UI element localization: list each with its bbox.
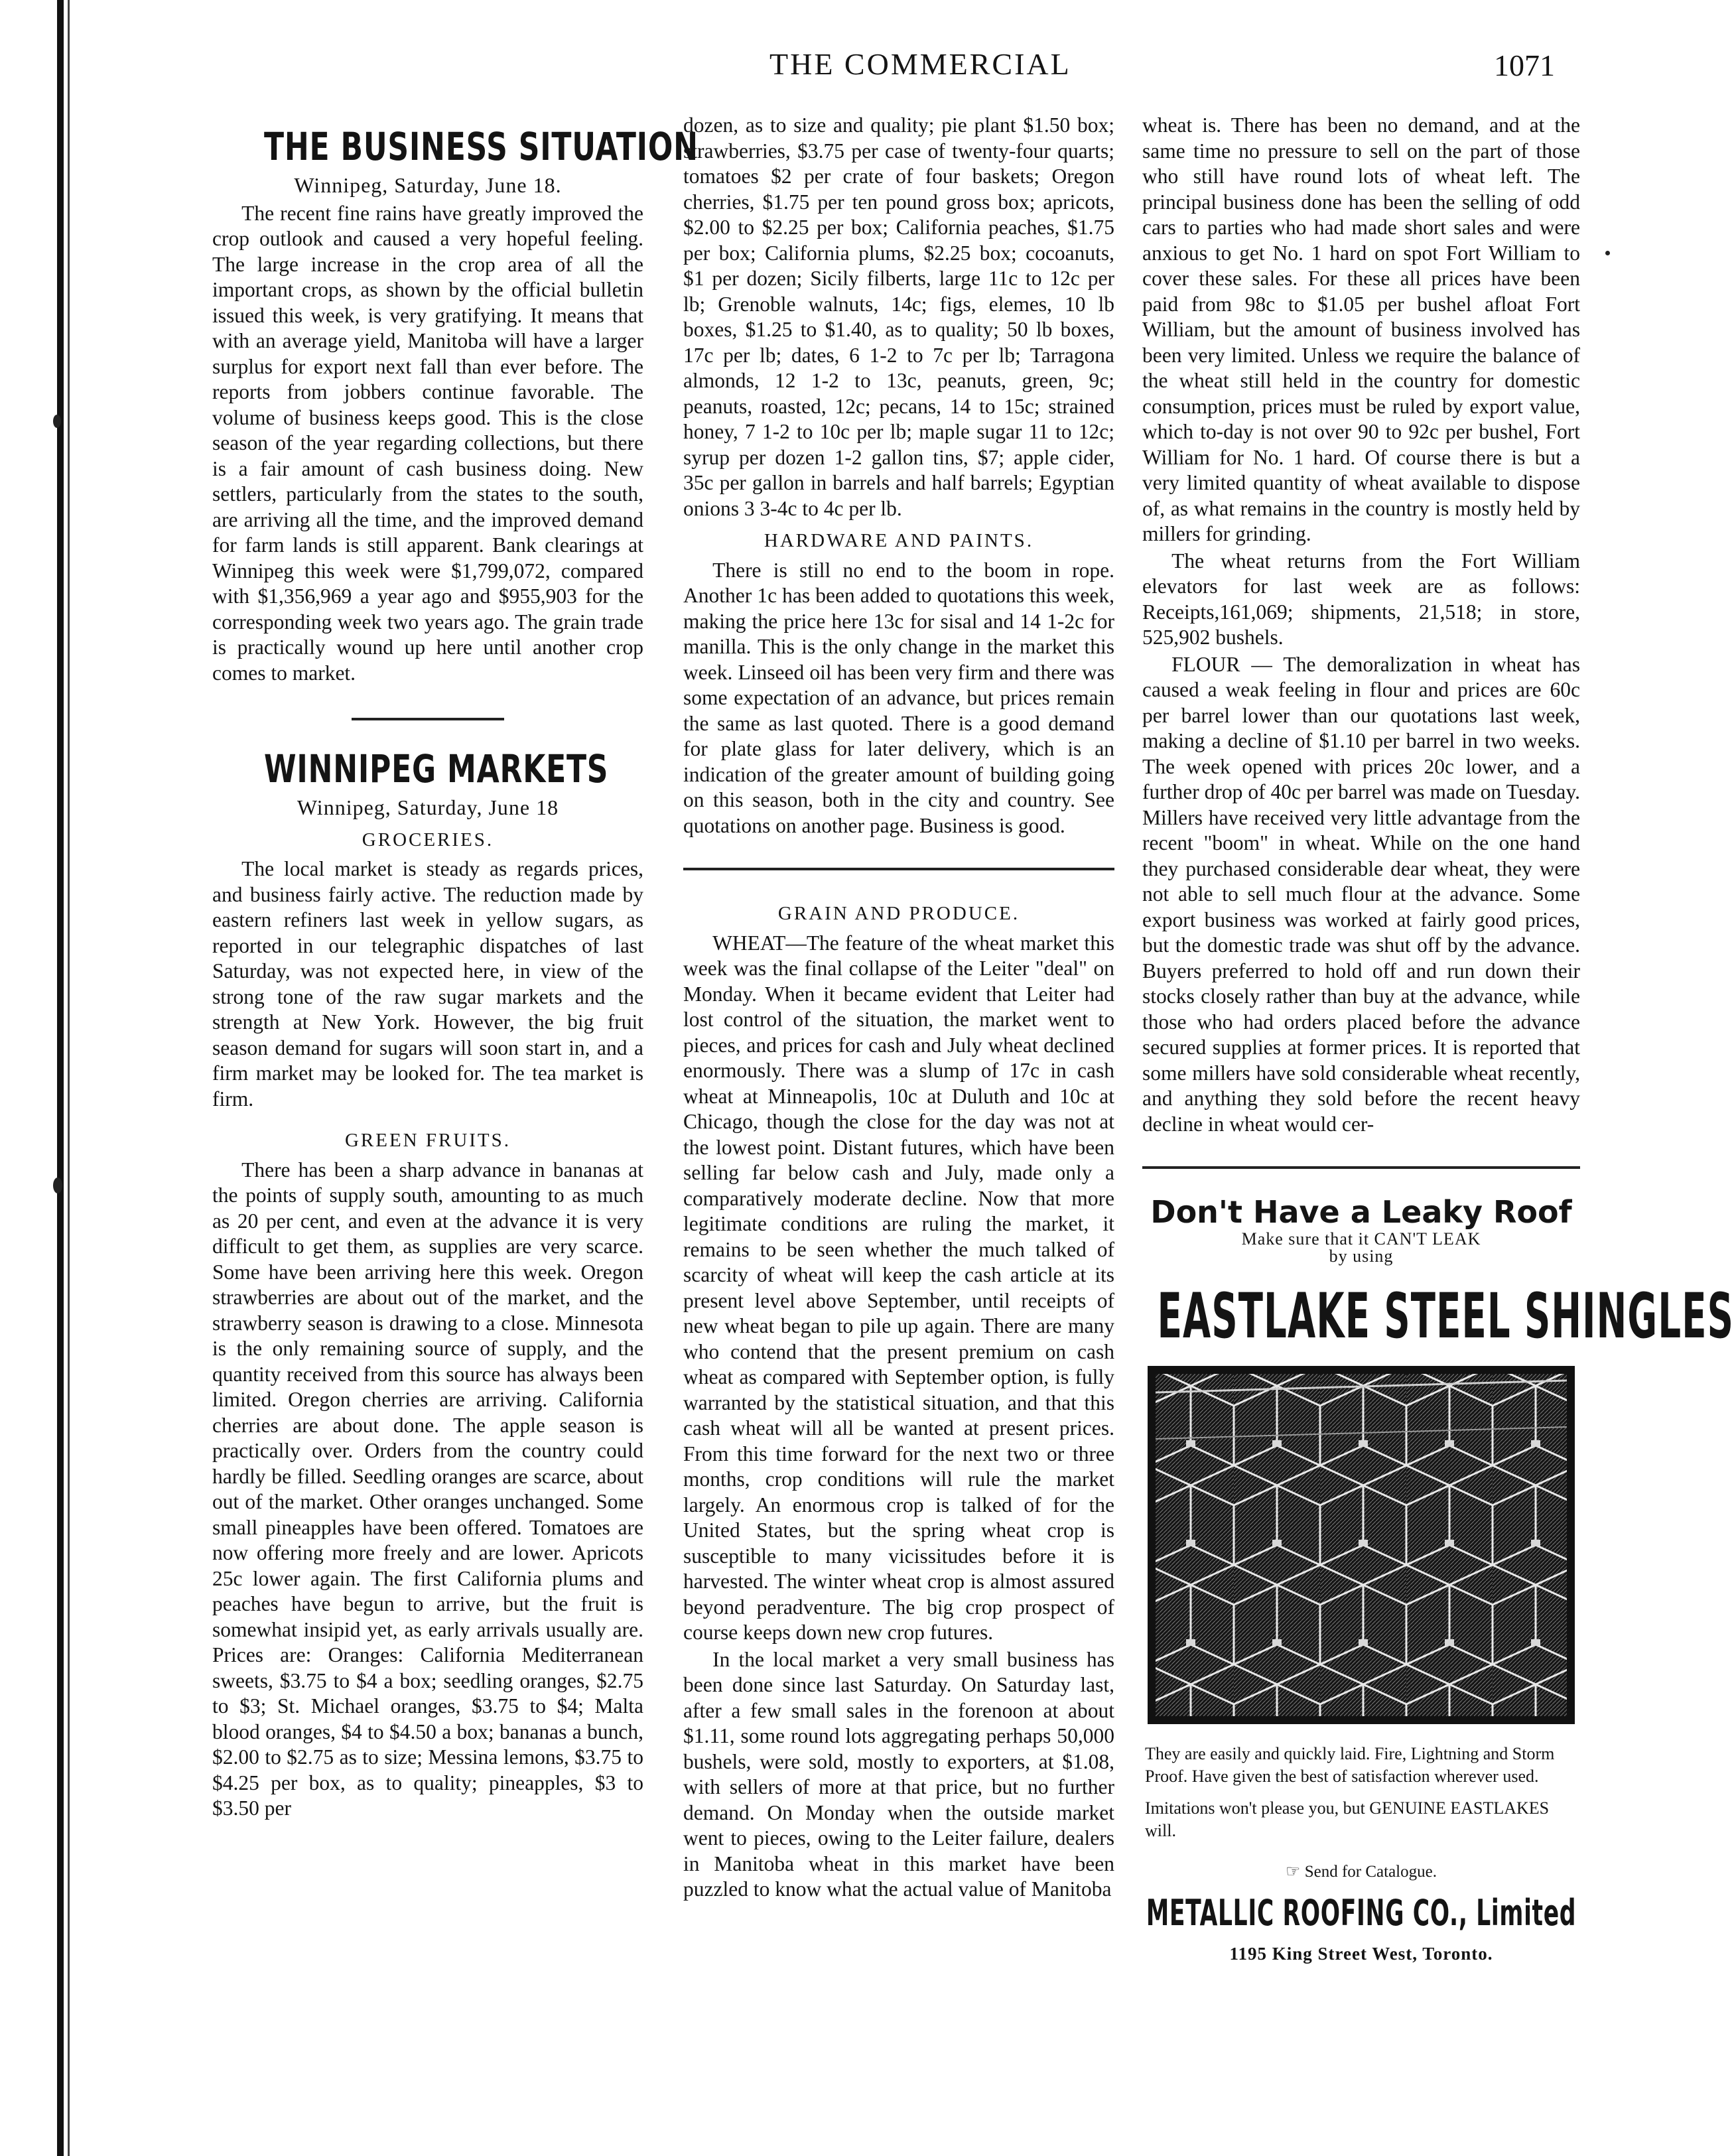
wheat-returns-paragraph: The wheat returns from the Fort William elevators for last week are as follows: Receipts,161,069; shipments, 21,518; in store, 525,902 bushels. bbox=[1142, 549, 1580, 649]
hardware-paragraph: There is still no end to the boom in rope. Another 1c has been added to quotations this week, making the price here 13c for sisal and 14 1-2c for manilla. This is the only change in the market this week. Linseed oil has been very firm and there was some expectation of an advance, but prices remain the same as last quoted. There is a good demand for plate glass for later delivery, which is an indication of the greater amount of building going on this season, both in the city and country. See quotations on another page. Business is good. bbox=[683, 558, 1114, 837]
ad-address: 1195 King Street West, Toronto. bbox=[1229, 1943, 1493, 1964]
flour-paragraph: FLOUR — The demoralization in wheat has caused a weak feeling in flour and prices are 60c per barrel lower than our quotations last week, making a decline of $1.10 per barrel in two weeks. The week opened with prices 20c lower, and a further drop of 40c per barrel was made on Tuesday. Millers have received very little advantage from the recent "boom" in wheat. While on the one hand they purchased considerable dear wheat, they were not able to sell much flour at the advance. Some export business was worked at fairly good prices, but the domestic trade was shut off by the advance. Buyers preferred to hold off and run down their stocks closely rather than buy at the advance, while those who had orders placed before the advance secured supplies at former prices. It is reported that some millers have sold considerable wheat recently, and anything they sold before the recent heavy decline in wheat would cer- bbox=[1142, 652, 1580, 1136]
page-binding bbox=[57, 0, 64, 2156]
column-1 bbox=[212, 113, 699, 2129]
section-divider bbox=[352, 718, 504, 720]
binding-mark bbox=[53, 415, 61, 428]
wheat-paragraph: WHEAT—The feature of the wheat market this week was the final collapse of the Leiter "deal" on Monday. When it became evident that Leiter had lost control of the situation, the market went to pieces, and prices for cash and July wheat declined enormously. There was a slump of 17c in cash wheat at Minneapolis, 10c at Duluth and 10c at Chicago, though the close for the day was not at the lowest point. Distant futures, which have been selling far below cash and July, made only a comparatively moderate decline. Now that more legitimate conditions are ruling the market, it remains to be seen whether the much talked of scarcity of wheat will keep the cash article at its present level above September, until receipts of new wheat began to pile up again. There are many who contend that the present premium on cash wheat as compared with September option, is fully warranted by the statistical situation, and that this cash wheat will all be wanted at present prices. From this time forward for the next two or three months, crop conditions will rule the market largely. An enormous crop is talked of for the United States, but the spring wheat crop is susceptible to many vicissitudes before it is harvested. The winter wheat crop is almost assured beyond peradventure. The big crop prospect of course keeps down new crop futures. bbox=[683, 931, 1114, 1644]
ad-description-2: Imitations won't please you, but GENUINE EASTLAKES will. bbox=[1145, 1798, 1550, 1840]
grain-subheading: GRAIN AND PRODUCE. bbox=[777, 903, 1020, 924]
page-number: 1071 bbox=[1494, 48, 1555, 82]
section-divider bbox=[683, 868, 1114, 870]
business-paragraph: The recent fine rains have greatly improved the crop outlook and caused a very hopeful feeling. The large increase in the crop area of all the important crops, as shown by the official bulletin issued this week, is very gratifying. It means that with an average yield, Manitoba will have a larger surplus for export next fall than ever before. The reports from jobbers continue favorable. The volume of business keeps good. This is the close season of the year regarding collections, but there is a fair amount of cash business doing. New settlers, particularly from the states to the south, are arriving all the time, and the improved demand for farm lands is still apparent. Bank clearings at Winnipeg this week were $1,799,072, compared with $1,356,969 a year ago and $955,903 for the corresponding week two years ago. The grain trade is practically wound up here until another crop comes to market. bbox=[212, 201, 643, 685]
publication-title: THE COMMERCIAL bbox=[769, 47, 1071, 81]
ad-send-line bbox=[1142, 1859, 1580, 1885]
winnipeg-markets-heading: WINNIPEG MARKETS bbox=[264, 746, 609, 791]
column-2 bbox=[683, 113, 1114, 2129]
business-situation-heading: THE BUSINESS SITUATION bbox=[264, 124, 699, 169]
page-header bbox=[0, 46, 1672, 86]
pointing-hand-icon: ☞ bbox=[1286, 1862, 1301, 1881]
ad-company-name: METALLIC ROOFING CO., Limited bbox=[1146, 1892, 1577, 1934]
advertisement-divider bbox=[1142, 1166, 1580, 1169]
ad-description: They are easily and quickly laid. Fire, Lightning and Storm Proof. Have given the best of satisfaction wherever used. bbox=[1145, 1743, 1555, 1786]
ad-subline-2: by using bbox=[1329, 1246, 1394, 1266]
groceries-paragraph: The local market is steady as regards prices, and business fairly active. The reduction made by eastern refiners last week in yellow sugars, as reported in our telegraphic dispatches of last Saturday, was not expected here, in view of the strong tone of the raw sugar markets and the strength at New York. However, the big fruit season demand for sugars will soon start in, and a firm market may be looked for. The tea market is firm. bbox=[212, 857, 643, 1111]
binding-mark bbox=[53, 1178, 62, 1193]
column-3 bbox=[1142, 113, 1734, 2129]
ad-brand-name: EASTLAKE STEEL SHINGLES bbox=[1157, 1280, 1734, 1353]
ad-subline: Make sure that it CAN'T LEAK bbox=[1241, 1229, 1481, 1248]
green-fruits-paragraph: There has been a sharp advance in bananas at the points of supply south, amounting to as much as 20 per cent, and even at the advance it is very difficult to get them, as supplies are very scarce. Some have been arriving here this week. Oregon strawberries are about out of the market, and the strawberry season is drawing to a close. Minnesota is the only remaining source of supply, and the quantity received from this source has always been limited. Oregon cherries are arriving. California cherries are about done. The apple season is practically over. Orders from the country could hardly be filled. Seedling oranges are scarce, about out of the market. Other oranges unchanged. Some small pineapples have been offered. Tomatoes are now offering more freely and are lower. Apricots 25c lower again. The first California plums and peaches have begun to arrive, but the fruit is somewhat insipid yet, as early arrivals usually are. Prices are: Oranges: California Mediterranean sweets, $3.75 to $4 a box; seedling oranges, $2.75 to $3; St. Michael oranges, $3.75 to $4; Malta blood oranges, $4 to $4.50 a box; bananas a bunch, $2.00 to $2.75 as to size; Messina lemons, $3.75 to $4.25 per box, as to quality; pineapples, $3 to $3.50 per bbox=[212, 1158, 643, 1820]
markets-dateline: Winnipeg, Saturday, June 18 bbox=[297, 795, 559, 819]
wheat-continued: wheat is. There has been no demand, and at the same time no pressure to sell on the part of those who still have round lots of wheat left. The principal business done has been the selling of odd cars to parties who had made short sales and were anxious to get No. 1 hard on spot Fort William to cover these sales. For these all prices have been paid from 98c to $1.05 per bushel afloat Fort William, but the amount of business involved has been very limited. Unless we require the balance of the wheat still held in the country for domestic consumption, prices must be ruled by export value, which to-day is not over 90 to 92c per bushel, Fort William for No. 1 hard. Of course there is but a very limited quantity of wheat available to dispose of, as what remains in the country is mostly held by millers for grinding. bbox=[1142, 113, 1580, 545]
green-fruits-continued: dozen, as to size and quality; pie plant $1.50 box; strawberries, $3.75 per case of twenty-four quarts; tomatoes $2 per crate of four baskets; Oregon cherries, $1.75 per ten pound gross box; apricots, $2.00 to $2.25 per box; California peaches, $1.75 per box; California plums, $2.25 box; cocoanuts, $1 per dozen; Sicily filberts, large 11c to 12c per lb; Grenoble walnuts, 14c; figs, elemes, 10 lb boxes, $1.25 to $1.40, as to quality; 50 lb boxes, 17c per lb; dates, 6 1-2 to 7c per lb; Tarragona almonds, 12 1-2 to 13c, peanuts, green, 9c; peanuts, roasted, 12c; pecans, 14 to 15c; strained honey, 7 1-2 to 10c per lb; maple sugar 11 to 12c; syrup per dozen 1-2 gallon tins, $7; apple cider, 35c per gallon in barrels and half barrels; Egyptian onions 3 3-4c to 4c per lb. bbox=[683, 113, 1114, 520]
ad-send-text: Send for Catalogue. bbox=[1304, 1862, 1437, 1881]
eastlake-advertisement bbox=[1142, 1194, 1734, 1966]
ad-headline: Don't Have a Leaky Roof bbox=[1150, 1194, 1572, 1230]
business-dateline: Winnipeg, Saturday, June 18. bbox=[294, 173, 562, 197]
shingle-roof-image bbox=[1148, 1366, 1575, 1724]
shingle-illustration bbox=[1148, 1366, 1575, 1724]
green-fruits-subheading: GREEN FRUITS. bbox=[344, 1130, 511, 1151]
groceries-subheading: GROCERIES. bbox=[362, 829, 494, 850]
page-binding-edge bbox=[68, 0, 70, 2156]
binding-mark bbox=[1605, 251, 1610, 255]
hardware-subheading: HARDWARE AND PAINTS. bbox=[764, 530, 1034, 551]
local-wheat-paragraph: In the local market a very small business has been done since last Saturday. On Saturday last, after a few small sales in the forenoon at about $1.11, some round lots aggregating perhaps 50,000 bushels, were sold, mostly to exporters, at $1.08, with sellers of more at that price, but no further demand. On Monday when the outside market went to pieces, owing to the Leiter failure, dealers in Manitoba wheat in this market have been puzzled to know what the actual value of Manitoba bbox=[683, 1647, 1114, 1901]
